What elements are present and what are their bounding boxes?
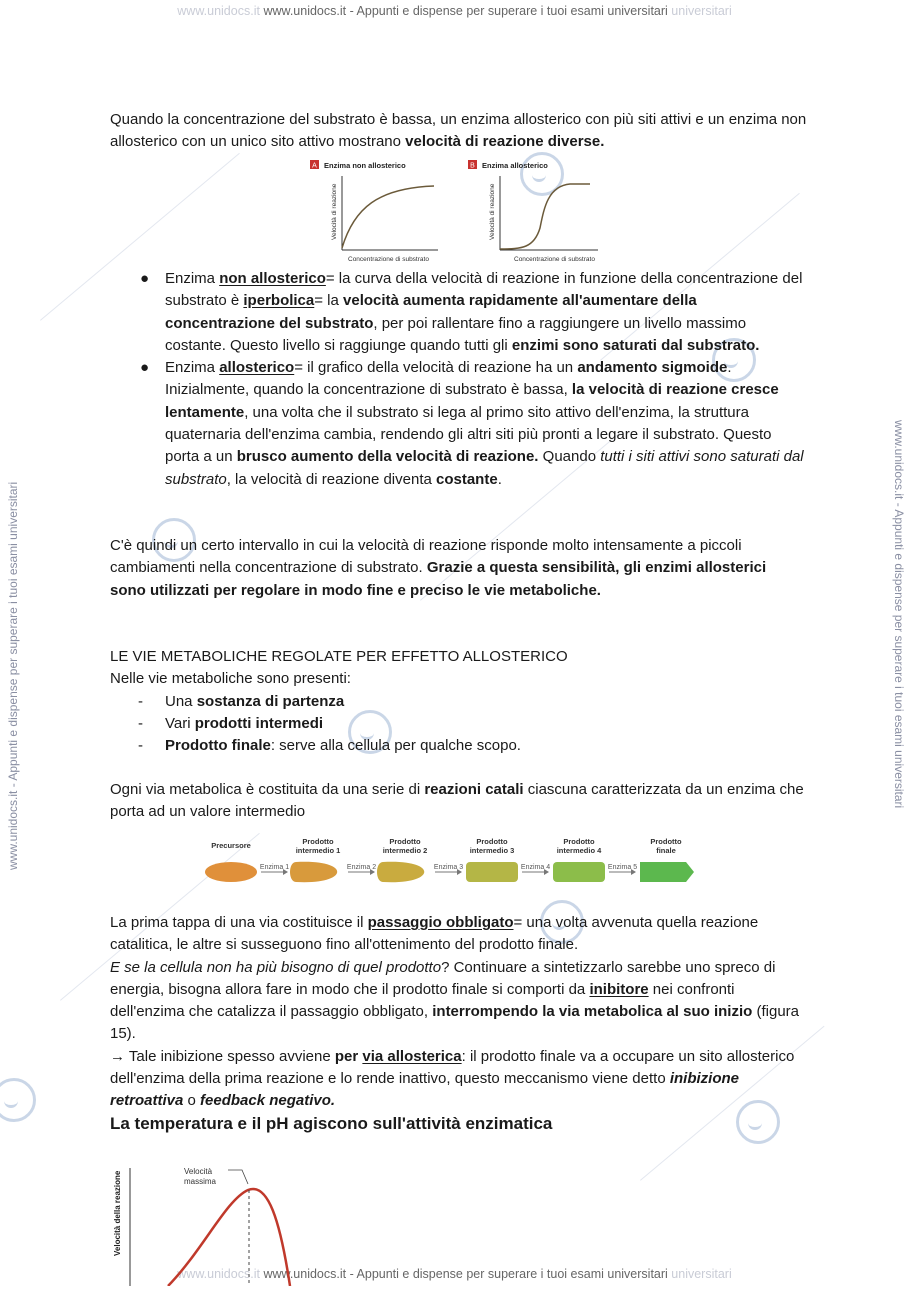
b2-i1: tutti i siti attivi sono saturati dal substrato: [165, 448, 804, 488]
pathway-node-label: [650, 837, 682, 855]
b1-t3: = la: [314, 292, 344, 310]
pathway-label-line: Prodotto: [650, 837, 682, 846]
paragraph-catalyzed-reactions: [110, 779, 810, 824]
para4-t8: o: [183, 1092, 201, 1110]
footer-ghost-left: www.unidocs.it: [177, 1267, 260, 1281]
dash-mark: -: [138, 737, 143, 755]
panel-b-title: Enzima allosterico: [482, 161, 548, 170]
figure-temperature-curve: [108, 1160, 368, 1286]
para4-t1: La prima tappa di una via costituisce il: [110, 914, 368, 931]
para4-bi2: feedback negativo.: [200, 1092, 336, 1110]
b1-b2: enzimi sono saturati dal substrato.: [511, 336, 760, 354]
pathway-node-shape: [466, 862, 518, 882]
b2-b2: la velocità di reazione cresce lentamente: [165, 381, 779, 421]
panel-a-hyperbolic-curve: [342, 186, 434, 248]
figure-metabolic-pathway: [205, 832, 700, 888]
para4-i1: E se la cellula non ha più bisogno di quel prodotto: [110, 958, 442, 976]
pathway-enzyme-label: Enzima 3: [433, 864, 464, 871]
dash1-bold: sostanza di partenza: [196, 692, 345, 710]
para4-t3: ? Continuare a sintetizzarlo sarebbe uno spreco di energia, bisogna allora fare in modo che il prodotto finale si comporti da: [110, 958, 776, 998]
fig2-annotation-line: massima: [184, 1177, 217, 1186]
paragraph-intro: [110, 109, 810, 154]
header-ghost-left: www.unidocs.it: [177, 4, 260, 18]
section1-heading: LE VIE METABOLICHE REGOLATE PER EFFETTO ALLOSTERICO: [110, 648, 568, 665]
para4-u3: via allosterica: [362, 1047, 462, 1065]
side-watermark-left: www.unidocs.it - Appunti e dispense per superare i tuoi esami universitari: [6, 481, 20, 870]
bullet-item-allosteric: [110, 357, 805, 491]
figure1-svg: [308, 158, 608, 266]
para1-text: Quando la concentrazione del substrato è bassa, un enzima allosterico con più siti attivi e un enzima non allosterico con un unico sito attivo mostrano: [110, 111, 807, 151]
para4-t2: = una volta avvenuta quella reazione catalitica, le altre si susseguono fino all'ottenimento del prodotto finale.: [110, 914, 759, 954]
panel-b-sigmoid-curve: [500, 184, 590, 249]
b1-u2: iperbolica: [243, 292, 315, 310]
fig2-ylabel: Velocità della reazione: [113, 1170, 122, 1256]
dash3-post: : serve alla cellula per qualche scopo.: [270, 737, 521, 755]
pathway-enzyme-label: Enzima 5: [607, 864, 638, 871]
watermark-logo-icon: [0, 1078, 36, 1122]
panel-a-tag: A: [312, 162, 317, 170]
para2-bold: Grazie a questa sensibilità, gli enzimi allosterici sono utilizzati per regolare in modo fine e preciso le vie metaboliche.: [110, 559, 767, 599]
side-watermark-right: www.unidocs.it - Appunti e dispense per superare i tuoi esami universitari: [892, 420, 906, 809]
dash-mark: -: [138, 714, 143, 732]
pathway-label-line: intermedio 4: [556, 846, 602, 855]
pathway-label-line: intermedio 3: [469, 846, 515, 855]
pathway-node-label: [296, 837, 341, 855]
b2-b3: brusco aumento della velocità di reazione.: [236, 448, 539, 466]
page-header-banner: [0, 4, 909, 18]
figure-allosteric-comparison: [308, 158, 608, 266]
b1-t2: = la curva della velocità di reazione in funzione della concentrazione del substrato è: [165, 270, 803, 310]
para4-t6: → Tale inibizione spesso avviene: [110, 1047, 335, 1065]
b2-t2: = il grafico della velocità di reazione ha un: [294, 359, 578, 377]
para4-b1: interrompendo la via metabolica al suo inizio: [432, 1003, 753, 1021]
pathway-enzyme-label: Enzima 2: [346, 864, 377, 871]
fig2-annotation-line: Velocità: [184, 1167, 213, 1176]
pathway-label-line: Prodotto: [563, 837, 595, 846]
pathway-label-line: finale: [656, 846, 676, 855]
fig2-annotation-leader: [228, 1170, 248, 1184]
b1-b1: velocità aumenta rapidamente all'aumentare della concentrazione del substrato: [165, 292, 697, 332]
panel-a-ylabel: Velocità di reazione: [331, 183, 338, 240]
dash-item-2: [110, 713, 810, 735]
dash3-bold: Prodotto finale: [165, 737, 271, 755]
bullet-item-non-allosteric: [110, 268, 805, 357]
pathway-label-line: intermedio 1: [295, 846, 341, 855]
b2-b1: andamento sigmoide: [577, 359, 728, 377]
b2-t6: , la velocità di reazione diventa: [226, 470, 436, 488]
header-ghost-right: universitari: [671, 4, 732, 18]
para3-b1: reazioni catali: [424, 781, 524, 798]
para4-bi1: inibizione retroattiva: [110, 1070, 740, 1110]
para1-bold: velocità di reazione diverse.: [405, 133, 605, 151]
b2-b4: costante: [436, 470, 498, 488]
b2-t5: Quando: [538, 448, 601, 466]
para4-t5: (figura 15).: [110, 1003, 799, 1043]
paragraph-feedback-inhibition: [110, 912, 810, 1113]
dash-item-3: [110, 735, 810, 757]
para4-u2: inibitore: [589, 980, 649, 998]
pathway-label-line: Prodotto: [476, 837, 508, 846]
para2-text: C'è quindi un certo intervallo in cui la velocità di reazione risponde molto intensamente a piccoli cambiamenti nella concentrazione di substrato.: [110, 537, 742, 577]
pathway-label-line: Prodotto: [302, 837, 334, 846]
bullet-dot: ●: [140, 270, 150, 287]
pathway-label-line: Prodotto: [389, 837, 421, 846]
fig2-activity-curve: [168, 1189, 290, 1286]
pathway-enzyme-label: Enzima 1: [259, 864, 290, 871]
pathway-node-shape: [640, 862, 694, 882]
pathway-svg: [205, 832, 700, 888]
section1-intro: Nelle vie metaboliche sono presenti:: [110, 670, 351, 688]
b1-t4: , per poi rallentare fino a raggiungere un livello massimo costante. Questo livello si raggiunge quando tutti gli: [165, 314, 747, 354]
pathway-enzyme-label: Enzima 4: [520, 864, 551, 871]
dash-mark: -: [138, 692, 143, 710]
pathway-node-shape: [553, 862, 605, 882]
para3-t1: Ogni via metabolica è costituita da una serie di: [110, 781, 425, 798]
para4-b2: per: [334, 1047, 363, 1065]
b2-t7: .: [497, 470, 502, 488]
pathway-node-label: [211, 841, 251, 850]
b1-u1: non allosterico: [219, 270, 326, 287]
para4-t7: : il prodotto finale va a occupare un sito allosterico dell'enzima della prima reazione e lo rende inattivo, questo meccanismo viene detto: [110, 1047, 795, 1088]
paragraph-sensitivity: [110, 535, 790, 602]
section-metabolic-pathways: [110, 646, 810, 757]
bullet-dot: ●: [140, 359, 150, 377]
dash1-pre: Una: [165, 692, 197, 710]
para3-t2: ciascuna caratterizzata da un enzima che porta ad un valore intermedio: [110, 781, 804, 821]
b2-t3: . Inizialmente, quando la concentrazione di substrato è bassa,: [165, 359, 732, 399]
panel-b-ylabel: Velocità di reazione: [489, 183, 496, 240]
b2-t4: , una volta che il substrato si lega al primo sito attivo dell'enzima, la struttura quaternaria dell'enzima cambia, rendendo gli altri siti più pronti a legare il substrato. Questo porta a un: [165, 403, 772, 466]
panel-a-title: Enzima non allosterico: [324, 161, 406, 170]
pathway-node-shape: [205, 862, 257, 882]
section2-heading: La temperatura e il pH agiscono sull'attività enzimatica: [110, 1114, 553, 1133]
panel-b-tag: B: [470, 162, 475, 170]
pathway-label-line: intermedio 2: [382, 846, 428, 855]
panel-a-xlabel: Concentrazione di substrato: [348, 256, 429, 263]
pathway-node-label: [383, 837, 428, 855]
b1-t1: Enzima: [165, 270, 220, 287]
fig2-annotation: [184, 1167, 217, 1186]
para4-u1: passaggio obbligato: [367, 914, 514, 931]
header-text: www.unidocs.it - Appunti e dispense per superare i tuoi esami universitari: [263, 4, 668, 18]
b2-t1: Enzima: [165, 359, 220, 377]
pathway-node-shape: [377, 862, 424, 882]
dash2-pre: Vari: [165, 714, 195, 732]
figure2-svg: [108, 1160, 368, 1286]
panel-b-xlabel: Concentrazione di substrato: [514, 256, 595, 263]
pathway-node-label: [470, 837, 515, 855]
pathway-node-shape: [290, 862, 337, 882]
pathway-node-label: [557, 837, 602, 855]
dash2-bold: prodotti intermedi: [194, 714, 324, 732]
pathway-label-line: Precursore: [211, 841, 251, 850]
para4-t4: nei confronti dell'enzima che catalizza il passaggio obbligato,: [110, 980, 735, 1021]
b2-u1: allosterico: [219, 359, 295, 377]
dash-item-1: [110, 691, 810, 713]
footer-ghost-right: universitari: [671, 1267, 732, 1281]
footer-text: www.unidocs.it - Appunti e dispense per superare i tuoi esami universitari: [263, 1267, 668, 1281]
bullet-list: [110, 268, 805, 491]
